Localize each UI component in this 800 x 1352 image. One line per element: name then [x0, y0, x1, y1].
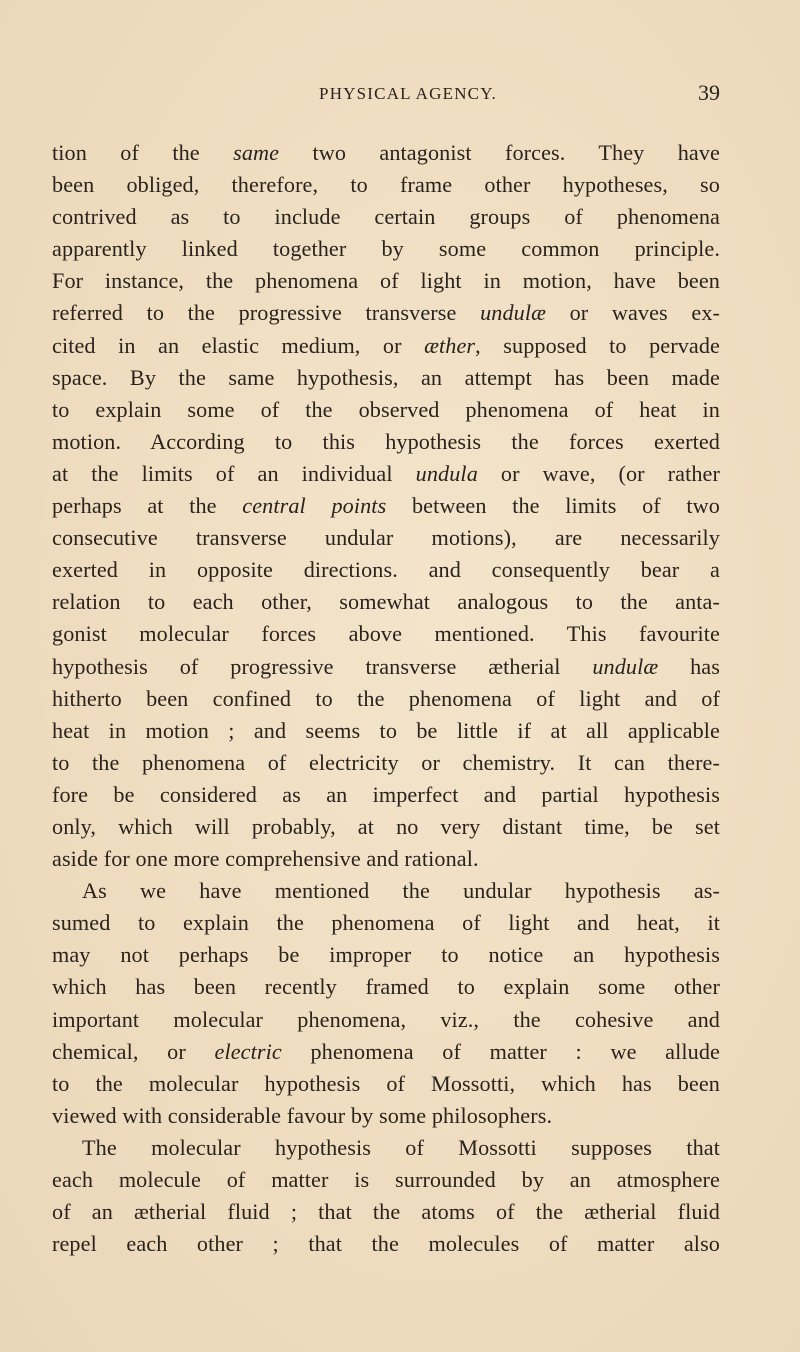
- text-segment: For instance, the phenomena of light in motion, have been: [52, 268, 720, 294]
- text-segment: hitherto been confined to the phenomena of light and of: [52, 685, 720, 711]
- text-line: [52, 747, 720, 779]
- text-segment: hypothesis of progressive transverse ætherial: [52, 653, 593, 679]
- text-line: [52, 394, 720, 426]
- text-segment: to the phenomena of electricity or chemistry. It can there-: [52, 749, 720, 775]
- italic-text: æther: [424, 332, 476, 358]
- text-line: [52, 811, 720, 843]
- text-line: [52, 297, 720, 329]
- text-line: [52, 522, 720, 554]
- text-segment: space. By the same hypothesis, an attempt has been made: [52, 364, 720, 390]
- text-line: [52, 265, 720, 297]
- text-segment: or waves ex-: [546, 300, 720, 326]
- text-segment: been obliged, therefore, to frame other hypotheses, so: [52, 172, 720, 198]
- text-line: [52, 779, 720, 811]
- text-segment: or wave, (or rather: [477, 460, 720, 486]
- text-segment: aside for one more comprehensive and rational.: [52, 846, 479, 872]
- text-line: [52, 1132, 720, 1164]
- text-segment: only, which will probably, at no very distant time, be set: [52, 813, 720, 839]
- text-line: [52, 554, 720, 586]
- text-segment: apparently linked together by some common principle.: [52, 236, 720, 262]
- text-segment: exerted in opposite directions. and consequently bear a: [52, 557, 720, 583]
- text-line: [52, 939, 720, 971]
- text-line: [52, 137, 720, 169]
- text-segment: As we have mentioned the undular hypothesis as-: [82, 878, 720, 904]
- text-line: [52, 169, 720, 201]
- text-segment: The molecular hypothesis of Mossotti supposes that: [82, 1134, 720, 1160]
- text-segment: phenomena of matter : we allude: [281, 1038, 720, 1064]
- italic-text: same: [233, 140, 280, 165]
- text-line: [52, 490, 720, 522]
- text-segment: referred to the progressive transverse: [52, 300, 481, 326]
- body-text: [52, 137, 720, 1260]
- italic-text: central points: [242, 493, 387, 519]
- text-segment: important molecular phenomena, viz., the cohesive and: [52, 1006, 720, 1032]
- text-segment: has: [658, 653, 720, 679]
- text-line: [52, 586, 720, 618]
- text-line: [52, 907, 720, 939]
- text-segment: of an ætherial fluid ; that the atoms of the ætherial fluid: [52, 1199, 720, 1225]
- text-segment: viewed with considerable favour by some philosophers.: [52, 1102, 553, 1128]
- text-line: [52, 1068, 720, 1100]
- text-line: [52, 362, 720, 394]
- text-line: [52, 1196, 720, 1228]
- text-line: [52, 1100, 720, 1132]
- text-segment: each molecule of matter is surrounded by an atmosphere: [52, 1167, 720, 1192]
- text-line: [52, 715, 720, 747]
- text-line: [52, 843, 720, 875]
- text-line: [52, 426, 720, 458]
- italic-text: undula: [415, 460, 478, 486]
- italic-text: undulæ: [480, 300, 547, 326]
- text-segment: tion of the: [52, 140, 234, 165]
- text-segment: consecutive transverse undular motions), are necessarily: [52, 525, 720, 551]
- text-segment: heat in motion ; and seems to be little if at all applicable: [52, 717, 720, 743]
- italic-text: undulæ: [592, 653, 659, 679]
- text-segment: between the limits of two: [386, 493, 720, 519]
- text-line: [52, 1004, 720, 1036]
- text-segment: relation to each other, somewhat analogous to the anta-: [52, 589, 720, 615]
- text-line: [52, 875, 720, 907]
- italic-text: electric: [214, 1038, 282, 1064]
- text-line: [52, 683, 720, 715]
- text-line: [52, 1164, 720, 1196]
- text-segment: to explain some of the observed phenomena of heat in: [52, 396, 720, 422]
- text-segment: motion. According to this hypothesis the forces exerted: [52, 428, 720, 454]
- text-segment: which has been recently framed to explain some other: [52, 974, 720, 1000]
- running-title: PHYSICAL AGENCY.: [319, 84, 497, 103]
- text-segment: perhaps at the: [52, 493, 243, 519]
- text-segment: at the limits of an individual: [52, 460, 416, 486]
- text-line: [52, 233, 720, 265]
- text-segment: may not perhaps be improper to notice an hypothesis: [52, 942, 720, 968]
- text-segment: sumed to explain the phenomena of light and heat, it: [52, 910, 720, 936]
- text-line: [52, 651, 720, 683]
- text-segment: to the molecular hypothesis of Mossotti, which has been: [52, 1070, 720, 1096]
- text-line: [52, 618, 720, 650]
- text-segment: gonist molecular forces above mentioned. This favourite: [52, 621, 720, 647]
- text-line: [52, 201, 720, 233]
- text-line: [52, 458, 720, 490]
- text-line: [52, 971, 720, 1003]
- text-segment: , supposed to pervade: [475, 332, 720, 358]
- text-segment: contrived as to include certain groups of phenomena: [52, 204, 720, 230]
- text-line: [52, 1036, 720, 1068]
- text-segment: chemical, or: [52, 1038, 215, 1064]
- text-segment: two antagonist forces. They have: [279, 140, 720, 165]
- page-number: 39: [698, 80, 720, 105]
- text-line: [52, 330, 720, 362]
- text-line: [52, 1228, 720, 1260]
- text-segment: repel each other ; that the molecules of matter also: [52, 1231, 720, 1257]
- running-head: [52, 78, 762, 108]
- text-segment: cited in an elastic medium, or: [52, 332, 425, 358]
- text-segment: fore be considered as an imperfect and partial hypothesis: [52, 781, 720, 807]
